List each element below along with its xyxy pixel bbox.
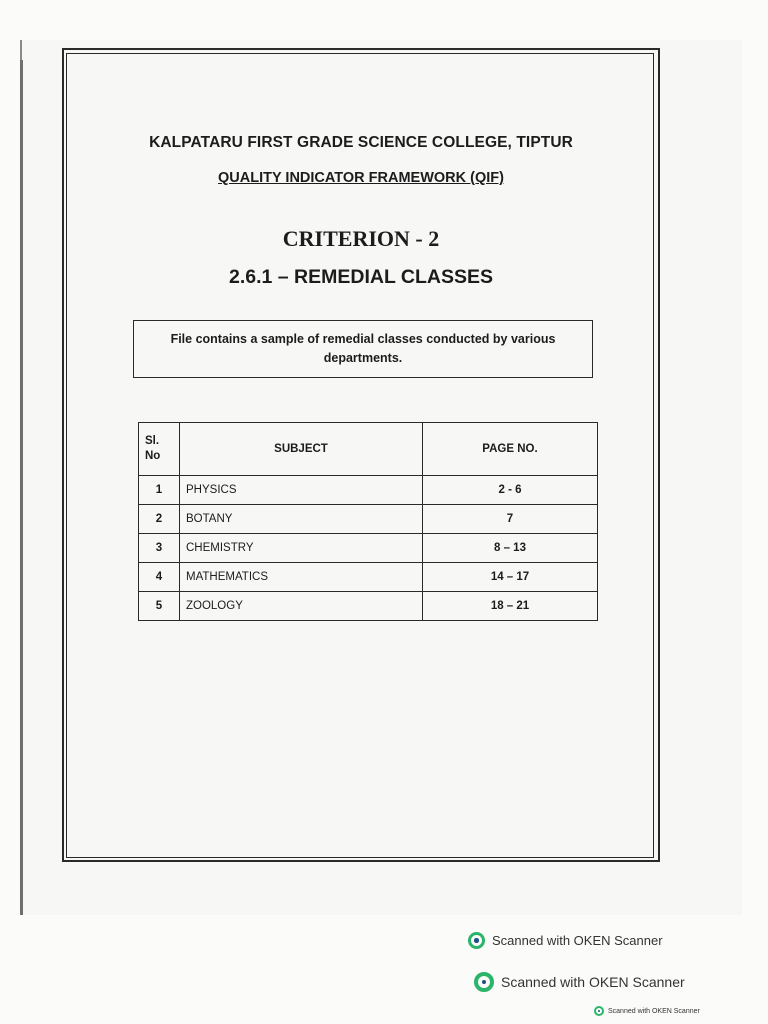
cell-subject: CHEMISTRY [180,534,423,563]
cell-subject: BOTANY [180,505,423,534]
header-sl-no: Sl. No [139,423,180,476]
framework-title: QUALITY INDICATOR FRAMEWORK (QIF) [218,170,504,186]
cell-subject: MATHEMATICS [180,563,423,592]
table-row [139,534,598,563]
table-row [139,476,598,505]
page-edge-shadow [20,60,23,915]
table-header-row [139,423,598,476]
cell-page: 18 – 21 [423,592,598,621]
scanner-watermark [474,972,685,992]
college-title: KALPATARU FIRST GRADE SCIENCE COLLEGE, TIPTUR [149,134,573,151]
cell-subject: ZOOLOGY [180,592,423,621]
cell-sl: 1 [139,476,180,505]
scanner-watermark [468,932,663,949]
note-box [133,320,593,378]
note-text: File contains a sample of remedial classes conducted by various departments. [170,332,556,365]
table-row [139,592,598,621]
scanner-logo-icon [594,1006,604,1016]
watermark-text: Scanned with OKEN Scanner [501,974,685,990]
cell-page: 7 [423,505,598,534]
index-table [138,422,598,621]
cell-sl: 3 [139,534,180,563]
cell-sl: 5 [139,592,180,621]
cell-sl: 2 [139,505,180,534]
watermark-text: Scanned with OKEN Scanner [492,933,663,948]
scanner-logo-icon [468,932,485,949]
scanner-logo-icon [474,972,494,992]
table-row [139,505,598,534]
cell-page: 8 – 13 [423,534,598,563]
criterion-heading: CRITERION - 2 [282,226,440,251]
table-row [139,563,598,592]
section-heading: 2.6.1 – REMEDIAL CLASSES [228,266,494,288]
header-page-no: PAGE NO. [423,423,598,476]
header-subject: SUBJECT [180,423,423,476]
cell-page: 2 - 6 [423,476,598,505]
cell-page: 14 – 17 [423,563,598,592]
scanner-watermark [594,1006,700,1016]
watermark-text: Scanned with OKEN Scanner [608,1007,700,1015]
cell-sl: 4 [139,563,180,592]
cell-subject: PHYSICS [180,476,423,505]
